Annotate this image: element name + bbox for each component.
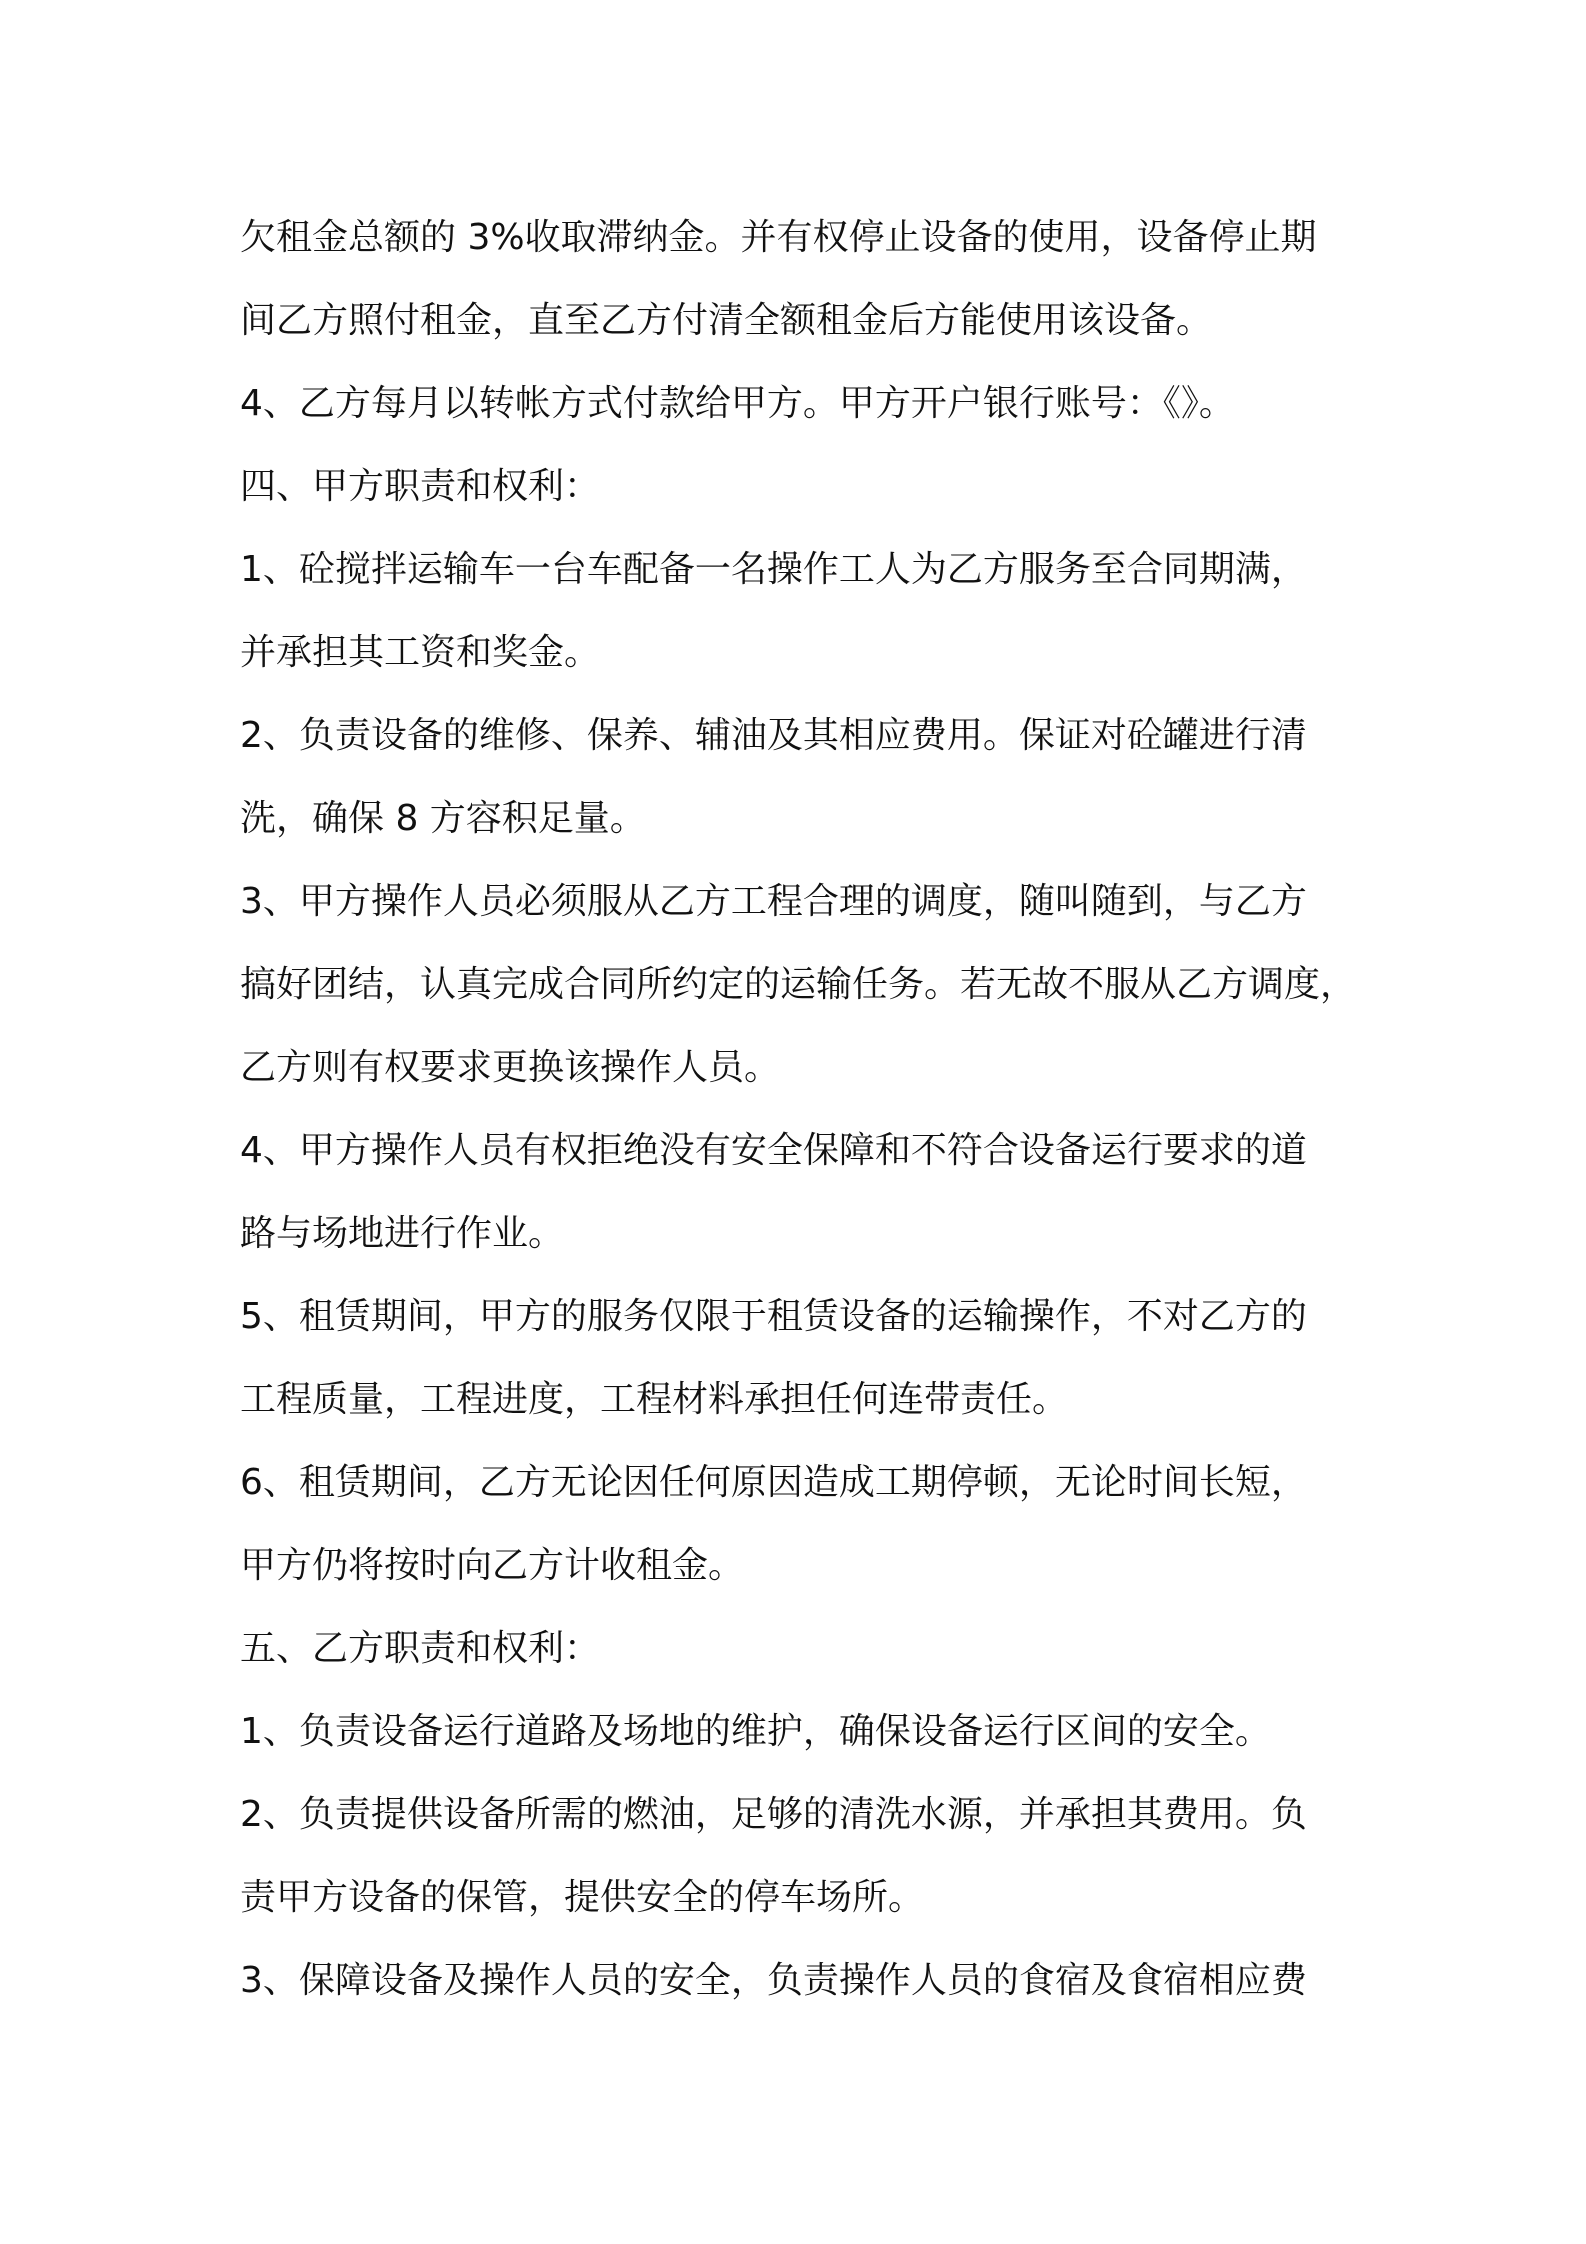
text-line: 间乙方照付租金，直至乙方付清全额租金后方能使用该设备。 xyxy=(240,300,1213,341)
text-line: 搞好团结，认真完成合同所约定的运输任务。若无故不服从乙方调度， xyxy=(240,964,1357,1005)
paragraph-a-item-1 xyxy=(240,528,1360,694)
text-line: 乙方则有权要求更换该操作人员。 xyxy=(240,1047,781,1088)
text-line: 4、甲方操作人员有权拒绝没有安全保障和不符合设备运行要求的道 xyxy=(240,1130,1307,1171)
text-line: 1、负责设备运行道路及场地的维护，确保设备运行区间的安全。 xyxy=(240,1711,1271,1752)
section-heading: 四、甲方职责和权利： xyxy=(240,466,601,507)
text-line: 1、砼搅拌运输车一台车配备一名操作工人为乙方服务至合同期满， xyxy=(240,549,1307,590)
text-line: 甲方仍将按时向乙方计收租金。 xyxy=(240,1545,745,1586)
paragraph-b-item-1 xyxy=(240,1690,1360,1773)
text-line: 洗，确保 8 方容积足量。 xyxy=(240,798,646,839)
section-heading-party-a xyxy=(240,445,1360,528)
paragraph-payment-method xyxy=(240,362,1360,445)
paragraph-a-item-6 xyxy=(240,1441,1360,1607)
text-line: 4、乙方每月以转帐方式付款给甲方。甲方开户银行账号：《》。 xyxy=(240,383,1235,424)
text-line: 3、保障设备及操作人员的安全，负责操作人员的食宿及食宿相应费 xyxy=(240,1960,1307,2001)
paragraph-a-item-3 xyxy=(240,860,1360,1109)
paragraph-a-item-5 xyxy=(240,1275,1360,1441)
text-line: 5、租赁期间，甲方的服务仅限于租赁设备的运输操作，不对乙方的 xyxy=(240,1296,1307,1337)
paragraph-a-item-4 xyxy=(240,1109,1360,1275)
section-heading-party-b xyxy=(240,1607,1360,1690)
text-line: 并承担其工资和奖金。 xyxy=(240,632,601,673)
text-line: 2、负责提供设备所需的燃油，足够的清洗水源，并承担其费用。负 xyxy=(240,1794,1307,1835)
text-line: 路与场地进行作业。 xyxy=(240,1213,565,1254)
text-line: 3、甲方操作人员必须服从乙方工程合理的调度，随叫随到，与乙方 xyxy=(240,881,1307,922)
section-heading: 五、乙方职责和权利： xyxy=(240,1628,601,1669)
paragraph-a-item-2 xyxy=(240,694,1360,860)
text-line: 欠租金总额的 3%收取滞纳金。并有权停止设备的使用，设备停止期 xyxy=(240,217,1317,258)
text-line: 2、负责设备的维修、保养、辅油及其相应费用。保证对砼罐进行清 xyxy=(240,715,1307,756)
text-line: 6、租赁期间，乙方无论因任何原因造成工期停顿，无论时间长短， xyxy=(240,1462,1307,1503)
text-line: 工程质量，工程进度，工程材料承担任何连带责任。 xyxy=(240,1379,1069,1420)
text-line: 责甲方设备的保管，提供安全的停车场所。 xyxy=(240,1877,925,1918)
paragraph-b-item-2 xyxy=(240,1773,1360,1939)
paragraph-b-item-3 xyxy=(240,1939,1360,2022)
document-body xyxy=(240,196,1360,2022)
paragraph-late-fee xyxy=(240,196,1360,362)
